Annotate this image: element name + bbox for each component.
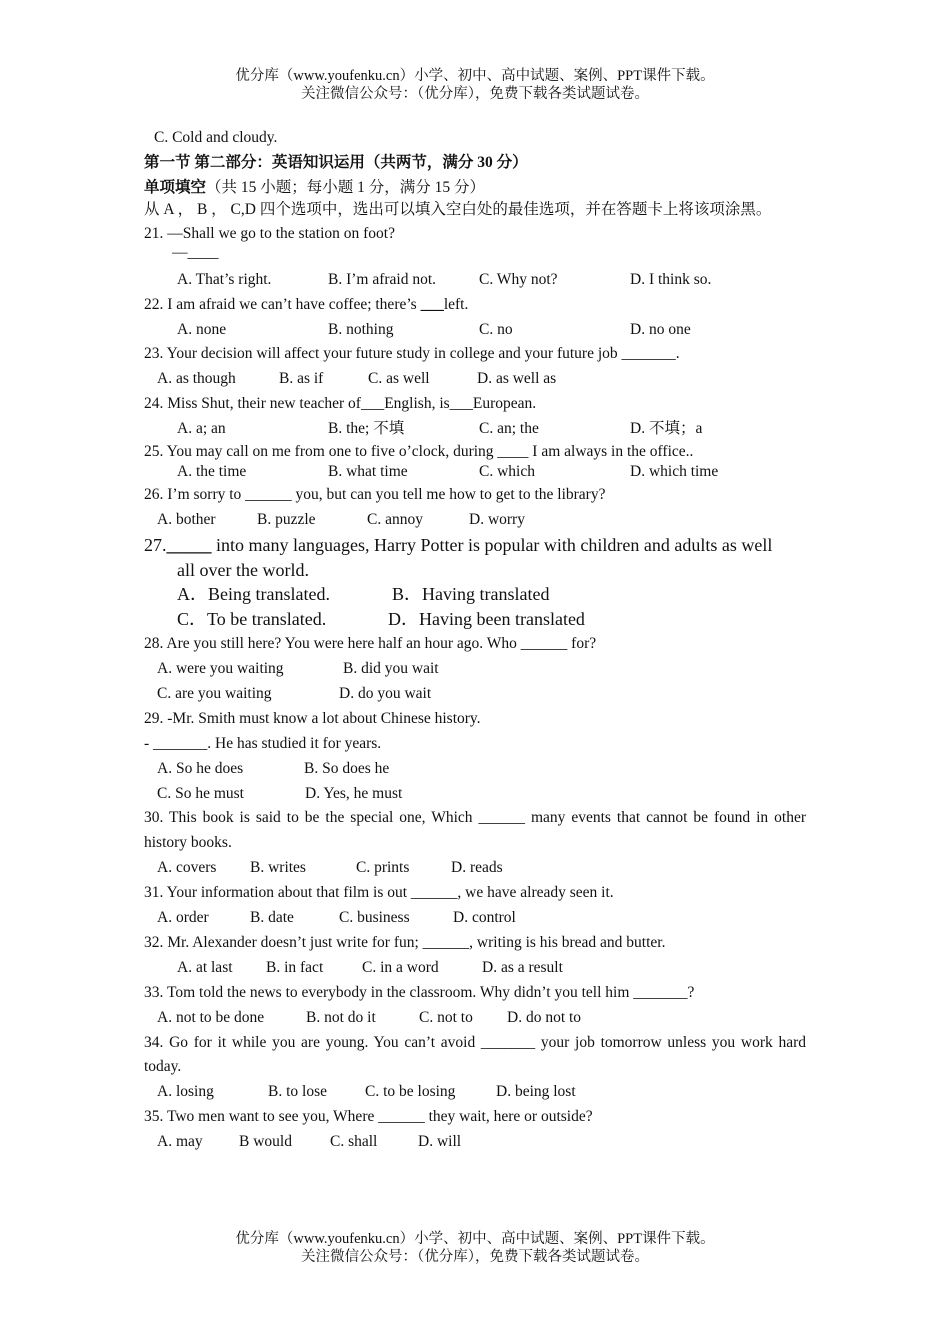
answer-blank: ___: [420, 295, 444, 313]
options-row-1: [144, 757, 806, 782]
stem-part-a: 27.: [144, 534, 167, 555]
question-28: [144, 632, 806, 707]
option-c: C. business: [339, 909, 410, 927]
option-c: C. Why not?: [479, 270, 558, 288]
question-21: [144, 224, 806, 293]
question-stem: 32. Mr. Alexander doesn’t just write for fun; ______, writing is his bread and butter.: [144, 933, 666, 951]
exam-content: [144, 126, 806, 1155]
question-25: [144, 442, 806, 481]
option-d: D. Yes, he must: [305, 784, 403, 802]
options-row: [144, 462, 806, 482]
option-d: D. worry: [469, 510, 525, 528]
options-row: [144, 508, 806, 533]
options-row: [144, 268, 806, 293]
option-a: A. may: [157, 1133, 203, 1151]
question-stem: 30. This book is said to be the special one, Which ______ many events that cannot be found in other history books.: [144, 809, 806, 852]
page-header: [0, 67, 950, 103]
option-b: B. what time: [328, 462, 408, 480]
option-a: A. So he does: [157, 759, 244, 777]
option-a: A．Being translated.: [177, 584, 330, 605]
question-stem: 24. Miss Shut, their new teacher of___English, is___European.: [144, 395, 537, 413]
option-b: B. in fact: [266, 958, 324, 976]
option-b: B. the; 不填: [328, 420, 405, 438]
question-30: [144, 806, 806, 881]
options-row: [144, 1006, 806, 1031]
stem-part-b: into many languages, Harry Potter is popular with children and adults as well: [211, 534, 773, 555]
question-stem: 29. -Mr. Smith must know a lot about Chinese history.: [144, 709, 481, 727]
options-row: [144, 906, 806, 931]
question-stem: [144, 293, 806, 318]
option-a: A. the time: [177, 462, 247, 480]
question-stem: 23. Your decision will affect your future study in college and your future job _______.: [144, 345, 680, 363]
question-stem: 35. Two men want to see you, Where ______ they wait, here or outside?: [144, 1108, 593, 1126]
option-d: D. control: [453, 909, 516, 927]
option-a: A. not to be done: [157, 1008, 265, 1026]
options-row: [144, 417, 806, 442]
footer-line-1: 优分库（www.youfenku.cn）小学、初中、高中试题、案例、PPT课件下载。: [235, 1231, 715, 1247]
previous-question-option: C. Cold and cloudy.: [154, 129, 278, 146]
option-b: B. date: [250, 909, 294, 927]
option-d: D. do you wait: [339, 684, 432, 702]
options-row-1: [144, 657, 806, 682]
option-a: A. as though: [157, 370, 236, 388]
question-stem: 25. You may call on me from one to five o’clock, during ____ I am always in the office..: [144, 443, 694, 461]
option-b: B. I’m afraid not.: [328, 270, 437, 288]
option-b: B．Having translated: [392, 584, 550, 605]
option-c: C. as well: [368, 370, 430, 388]
question-31: [144, 881, 806, 931]
question-stem-line-2: all over the world.: [177, 559, 309, 580]
option-b: B. puzzle: [257, 510, 316, 528]
question-34: [144, 1031, 806, 1106]
option-b: B. to lose: [268, 1083, 327, 1101]
question-stem-line-2: - _______. He has studied it for years.: [144, 734, 382, 752]
footer-line-2: 关注微信公众号：（优分库），免费下载各类试题试卷。: [301, 1249, 649, 1265]
option-a: A. That’s right.: [177, 270, 272, 288]
options-row: [144, 956, 806, 981]
option-b: B. did you wait: [343, 659, 439, 677]
options-row: [144, 367, 806, 392]
page-footer: [0, 1230, 950, 1266]
option-b: B. as if: [279, 370, 324, 388]
options-row-2: [144, 607, 806, 632]
question-33: [144, 981, 806, 1031]
option-b: B would: [239, 1133, 292, 1151]
stem-part-a: 22. I am afraid we can’t have coffee; there’s: [144, 295, 421, 313]
option-a: A. at last: [177, 958, 233, 976]
option-c: C. in a word: [362, 958, 439, 976]
question-23: [144, 342, 806, 392]
option-c: C. are you waiting: [157, 684, 272, 702]
options-row: [144, 318, 806, 343]
question-24: [144, 392, 806, 442]
question-stem: [144, 533, 806, 558]
options-row-2: [144, 682, 806, 707]
option-d: D. will: [418, 1133, 462, 1151]
option-a: A. bother: [157, 510, 216, 528]
question-stem-line-2: —____: [172, 244, 219, 262]
option-a: A. covers: [157, 859, 217, 877]
option-d: D. being lost: [496, 1083, 576, 1101]
stem-part-b: left.: [443, 295, 469, 313]
header-line-1: 优分库（www.youfenku.cn）小学、初中、高中试题、案例、PPT课件下载。: [235, 68, 715, 84]
option-c: C. to be losing: [365, 1083, 456, 1101]
option-d: D. 不填；a: [630, 420, 703, 438]
option-d: D. reads: [451, 859, 503, 877]
options-row: [144, 1080, 806, 1105]
option-c: C. no: [479, 320, 513, 338]
option-b: B. So does he: [304, 759, 390, 777]
question-stem: 26. I’m sorry to ______ you, but can you tell me how to get to the library?: [144, 486, 606, 504]
option-a: A. order: [157, 909, 209, 927]
section-instructions: 从 A ， B ， C,D 四个选项中，选出可以填入空白处的最佳选项，并在答题卡上将该项涂黑。: [144, 200, 772, 218]
option-c: C. an; the: [479, 420, 539, 438]
section-title: 第一节 第二部分：英语知识运用（共两节，满分 30 分）: [144, 153, 528, 171]
question-stem: 34. Go for it while you are young. You can’t avoid _______ your job tomorrow unless you work hard today.: [144, 1033, 806, 1076]
options-row: [144, 856, 806, 881]
section-subtitle: [144, 176, 806, 201]
answer-blank: _____: [166, 534, 212, 555]
question-26: [144, 483, 806, 533]
option-a: A. a; an: [177, 420, 226, 438]
header-line-2: 关注微信公众号：（优分库），免费下载各类试题试卷。: [301, 86, 649, 102]
option-c: C．To be translated.: [177, 609, 327, 630]
option-d: D．Having been translated: [388, 609, 585, 630]
option-c: C. prints: [356, 859, 410, 877]
question-27: [144, 533, 806, 632]
question-29: [144, 707, 806, 807]
option-d: D. which time: [630, 462, 719, 480]
subtitle-bold: 单项填空: [144, 178, 207, 196]
question-stem: 21. —Shall we go to the station on foot?: [144, 224, 395, 242]
option-c: C. not to: [419, 1008, 473, 1026]
options-row: [144, 1130, 806, 1155]
option-c: C. annoy: [367, 510, 423, 528]
option-c: C. So he must: [157, 784, 244, 802]
question-stem: 33. Tom told the news to everybody in the classroom. Why didn’t you tell him _______?: [144, 983, 695, 1001]
option-c: C. shall: [330, 1133, 378, 1151]
question-35: [144, 1105, 806, 1155]
option-b: B. writes: [250, 859, 306, 877]
question-stem: 28. Are you still here? You were here half an hour ago. Who ______ for?: [144, 635, 597, 653]
option-a: A. losing: [157, 1083, 214, 1101]
option-a: A. were you waiting: [157, 659, 284, 677]
question-22: [144, 293, 806, 343]
option-d: D. do not to: [507, 1008, 582, 1026]
option-d: D. as a result: [482, 958, 563, 976]
subtitle-rest: （共 15 小题；每小题 1 分，满分 15 分）: [206, 178, 486, 196]
option-a: A. none: [177, 320, 227, 338]
option-d: D. I think so.: [630, 270, 712, 288]
options-row-1: [144, 582, 806, 607]
option-b: B. not do it: [306, 1008, 376, 1026]
option-c: C. which: [479, 462, 535, 480]
option-d: D. no one: [630, 320, 691, 338]
option-d: D. as well as: [477, 370, 557, 388]
options-row-2: [144, 782, 806, 807]
option-b: B. nothing: [328, 320, 394, 338]
question-32: [144, 931, 806, 981]
question-stem: 31. Your information about that film is out ______, we have already seen it.: [144, 884, 614, 902]
